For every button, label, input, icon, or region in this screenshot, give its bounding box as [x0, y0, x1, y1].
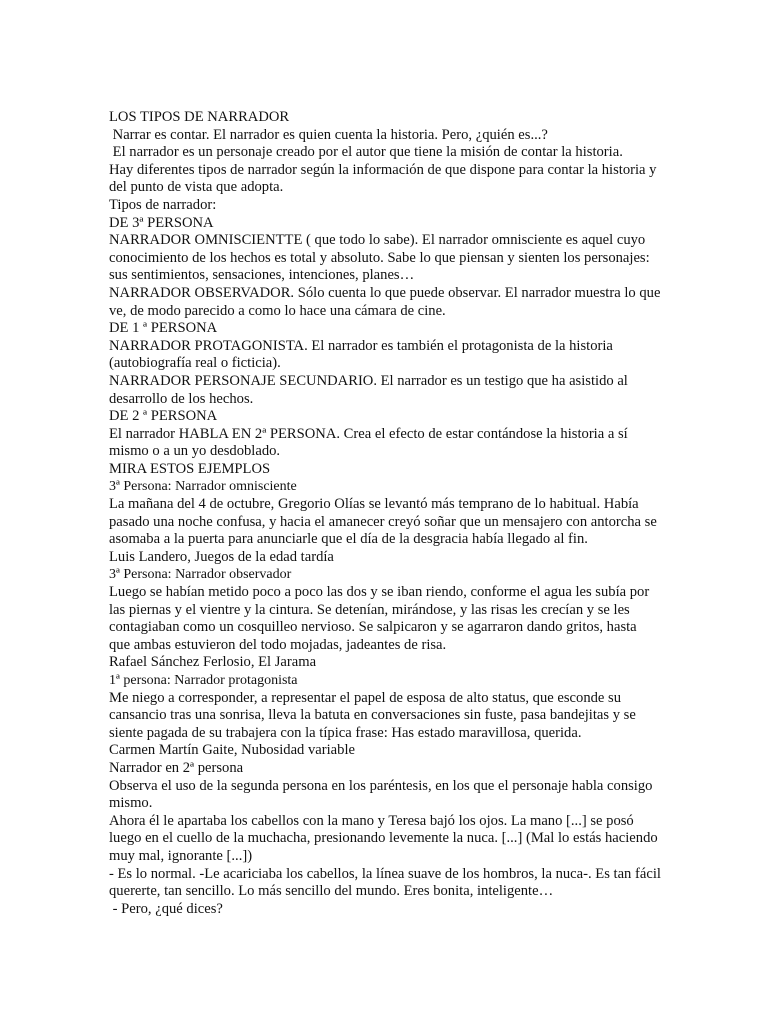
examples-heading: MIRA ESTOS EJEMPLOS [109, 460, 271, 477]
example-3-source: Carmen Martín Gaite, Nubosidad variable [109, 742, 355, 759]
example-2-label: 3ª Persona: Narrador observador [109, 567, 292, 583]
example-1-text: La mañana del 4 de octubre, Gregorio Olías se levantó más temprano de lo habitual. Había pasado una noche confusa, y hacia el amanecer creyó soñar que un mensajero con antorcha se asomaba a la puerta para anunciarle que el día de la desgracia había llegado al fin. [109, 496, 661, 548]
example-4-label: Narrador en 2ª persona [109, 759, 244, 776]
example-4-dialogue-1: - Es lo normal. -Le acariciaba los cabellos, la línea suave de los hombros, la nuca-. Es tan fácil quererte, tan sencillo. Lo más sencillo del mundo. Eres bonita, inteligente… [109, 865, 665, 900]
second-person-paragraph: El narrador HABLA EN 2ª PERSONA. Crea el efecto de estar contándose la historia a sí mismo o a un yo desdoblado. [109, 425, 632, 460]
secondary-paragraph: NARRADOR PERSONAJE SECUNDARIO. El narrador es un testigo que ha asistido al desarrollo de los hechos. [109, 372, 632, 407]
example-4-text: Ahora él le apartaba los cabellos con la mano y Teresa bajó los ojos. La mano [...] se posó luego en el cuello de la muchacha, presionando levemente la nuca. [...] (Mal lo estás haciendo muy mal, ignorante [...]) [109, 812, 662, 864]
intro-line-1: Narrar es contar. El narrador es quien cuenta la historia. Pero, ¿quién es...? [109, 126, 548, 143]
example-3-label: 1ª persona: Narrador protagonista [109, 673, 298, 688]
omniscient-paragraph: NARRADOR OMNISCIENTTE ( que todo lo sabe). El narrador omnisciente es aquel cuyo conocimiento de los hechos es total y absoluto. Sabe lo que piensan y sienten los personajes: sus sentimientos, sensaciones, intenciones, planes… [109, 232, 654, 284]
example-4-note: Observa el uso de la segunda persona en los paréntesis, en los que el personaje habla consigo mismo. [109, 777, 657, 812]
example-4-dialogue-2: - Pero, ¿qué dices? [109, 900, 223, 917]
intro-paragraph: Hay diferentes tipos de narrador según la información de que dispone para contar la historia y del punto de vista que adopta. [109, 161, 661, 196]
section-first-person: DE 1 ª PERSONA [109, 320, 218, 337]
section-third-person: DE 3ª PERSONA [109, 214, 214, 231]
protagonist-paragraph: NARRADOR PROTAGONISTA. El narrador es también el protagonista de la historia (autobiografía real o ficticia). [109, 337, 617, 372]
types-heading: Tipos de narrador: [109, 196, 217, 213]
document-page [109, 109, 665, 918]
example-2-source: Rafael Sánchez Ferlosio, El Jarama [109, 654, 317, 671]
intro-line-2: El narrador es un personaje creado por el autor que tiene la misión de contar la historia. [109, 144, 623, 161]
document-title: LOS TIPOS DE NARRADOR [109, 109, 290, 125]
example-3-text: Me niego a corresponder, a representar el papel de esposa de alto status, que esconde su cansancio tras una sonrisa, lleva la batuta en conversaciones sin fuste, pasa bandejitas y se siente pagada de su trabajera con la típica frase: Has estado maravillosa, querida. [109, 689, 640, 741]
example-2-text: Luego se habían metido poco a poco las dos y se iban riendo, conforme el agua les subía por las piernas y el vientre y la cintura. Se detenían, mirándose, y las risas les crecían y se les contagiaban como un cosquilleo nervioso. Se salpicaron y se agarraron dando gritos, hasta que ambas estuvieron del todo mojadas, jadeantes de risa. [109, 584, 653, 653]
example-1-label: 3ª Persona: Narrador omnisciente [109, 479, 297, 495]
example-1-source: Luis Landero, Juegos de la edad tardía [109, 548, 334, 565]
observer-paragraph: NARRADOR OBSERVADOR. Sólo cuenta lo que puede observar. El narrador muestra lo que ve, de modo parecido a como lo hace una cámara de cine. [109, 284, 665, 319]
section-second-person: DE 2 ª PERSONA [109, 408, 218, 425]
